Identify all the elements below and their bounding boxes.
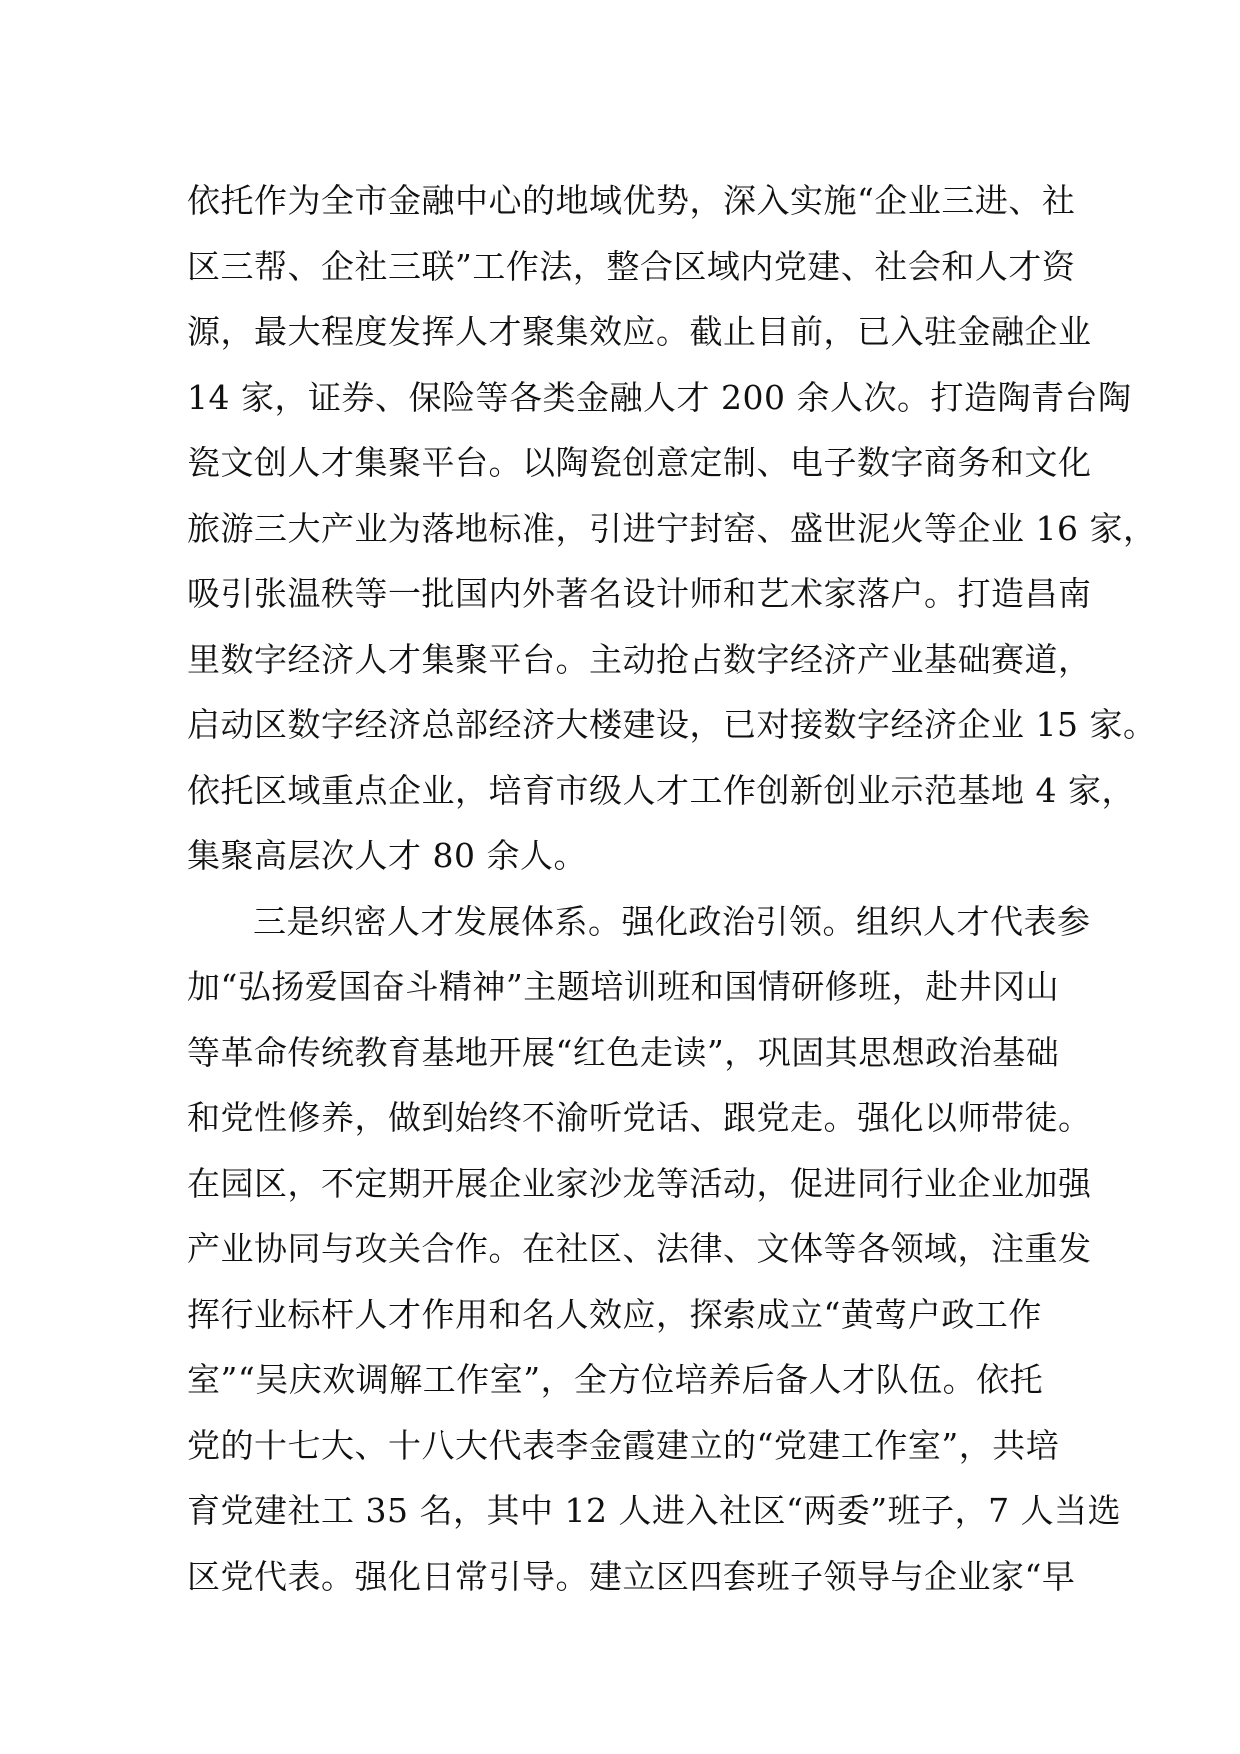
text-line: 集聚高层次人才 80 余人。 — [187, 836, 587, 875]
text-line: 在园区，不定期开展企业家沙龙等活动，促进同行业企业加强 — [187, 1163, 1092, 1203]
text-line: 启动区数字经济总部经济大楼建设，已对接数字经济企业 15 家。 — [187, 705, 1157, 744]
text-line: 产业协同与攻关合作。在社区、法律、文体等各领域，注重发 — [187, 1229, 1092, 1268]
text-line: 区三帮、企社三联”工作法，整合区域内党建、社会和人才资 — [187, 246, 1076, 286]
body-text — [187, 168, 1157, 1609]
text-line: 源，最大程度发挥人才聚集效应。截止目前，已入驻金融企业 — [187, 312, 1092, 351]
text-line: 区党代表。强化日常引导。建立区四套班子领导与企业家“早 — [187, 1556, 1076, 1596]
text-line: 和党性修养，做到始终不渝听党话、跟党走。强化以师带徒。 — [187, 1098, 1092, 1137]
text-line: 加“弘扬爱国奋斗精神”主题培训班和国情研修班，赴井冈山 — [187, 967, 1060, 1006]
text-line: 挥行业标杆人才作用和名人效应，探索成立“黄莺户政工作 — [187, 1294, 1042, 1334]
text-line: 育党建社工 35 名，其中 12 人进入社区“两委”班子，7 人当选 — [187, 1491, 1122, 1530]
text-line: 吸引张温秩等一批国内外著名设计师和艺术家落户。打造昌南 — [187, 574, 1092, 613]
text-line: 瓷文创人才集聚平台。以陶瓷创意定制、电子数字商务和文化 — [187, 443, 1092, 482]
paragraph-first-line: 三是织密人才发展体系。强化政治引领。组织人才代表参 — [253, 901, 1091, 941]
text-line: 党的十七大、十八大代表李金霞建立的“党建工作室”，共培 — [187, 1425, 1060, 1465]
text-line: 里数字经济人才集聚平台。主动抢占数字经济产业基础赛道， — [187, 639, 1092, 679]
text-line: 旅游三大产业为落地标准，引进宁封窑、盛世泥火等企业 16 家， — [187, 508, 1157, 548]
text-line: 等革命传统教育基地开展“红色走读”，巩固其思想政治基础 — [187, 1032, 1060, 1072]
text-line: 依托作为全市金融中心的地域优势，深入实施“企业三进、社 — [187, 181, 1076, 220]
text-line: 14 家，证券、保险等各类金融人才 200 余人次。打造陶青台陶 — [187, 377, 1132, 417]
text-line: 室”“吴庆欢调解工作室”，全方位培养后备人才队伍。依托 — [187, 1360, 1044, 1399]
text-line: 依托区域重点企业，培育市级人才工作创新创业示范基地 4 家， — [187, 770, 1135, 810]
